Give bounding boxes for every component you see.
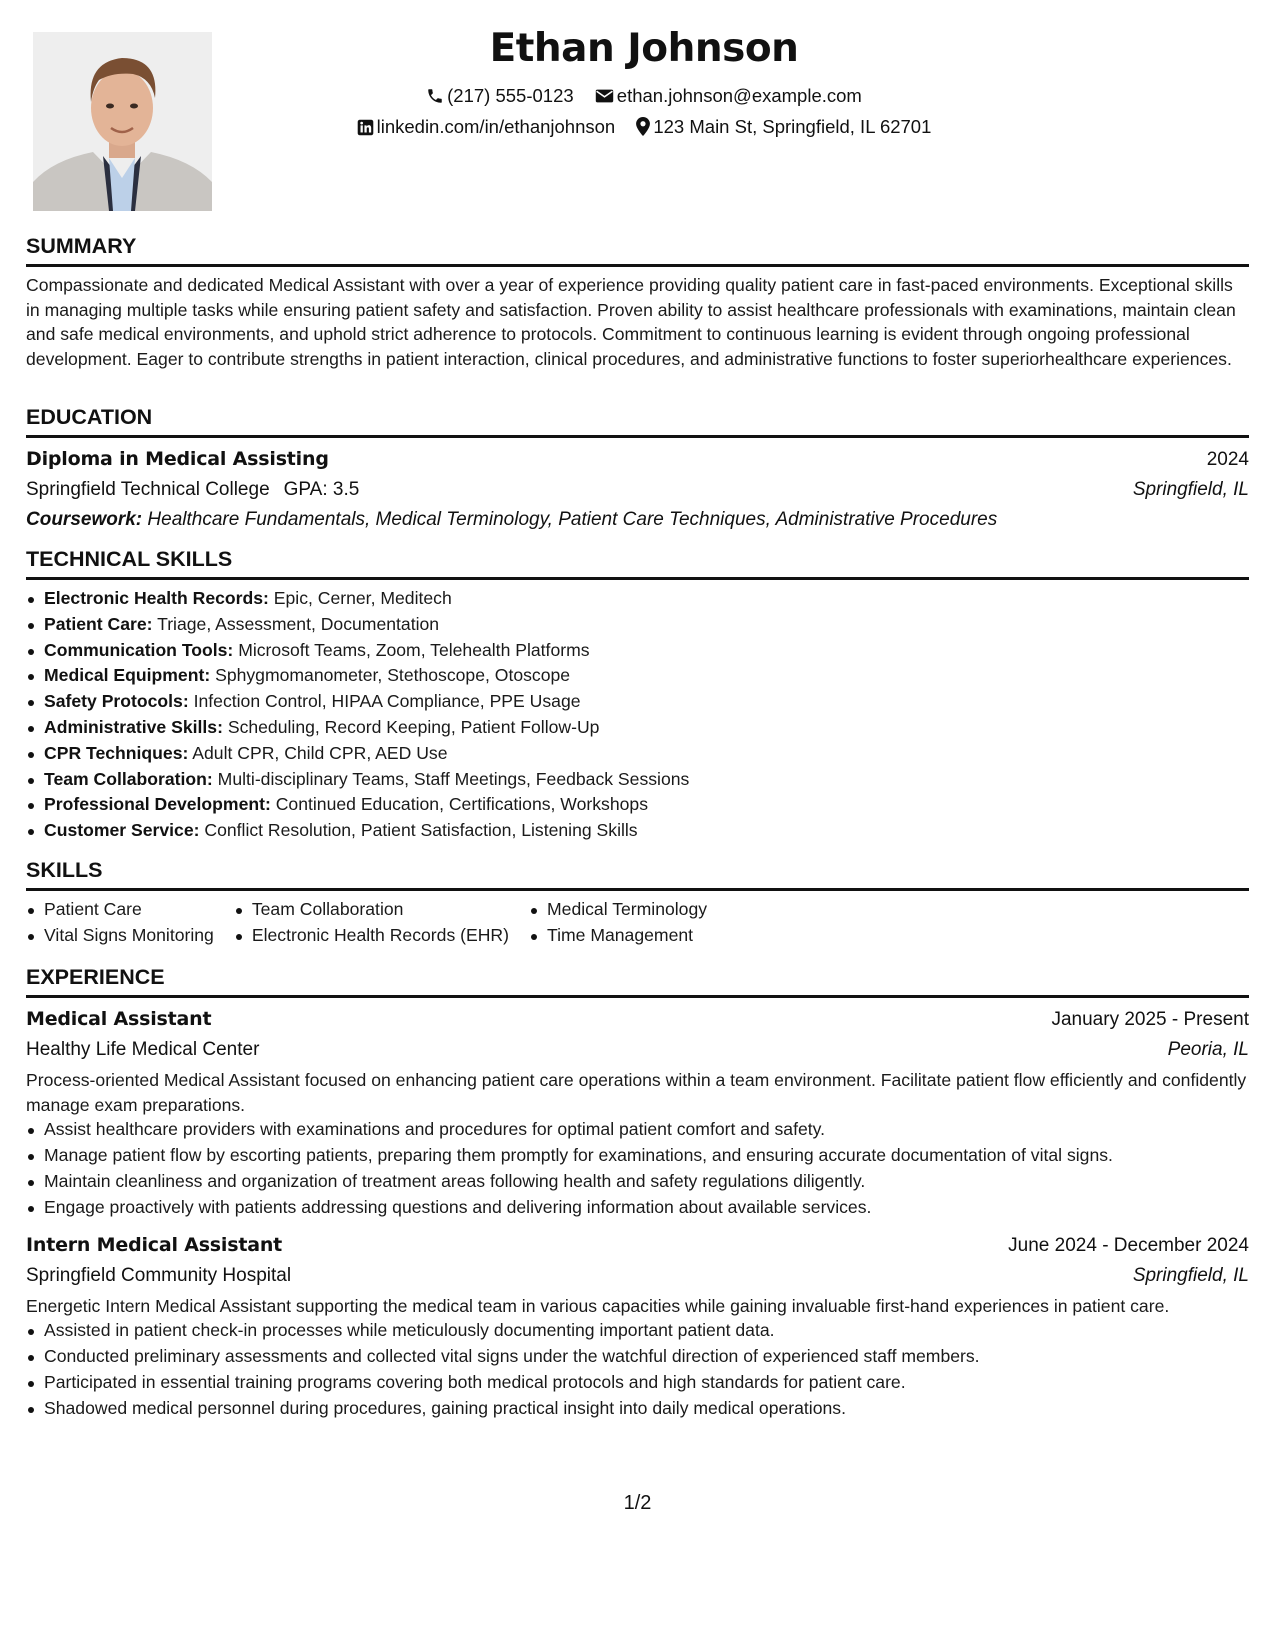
summary-heading: SUMMARY bbox=[26, 230, 1249, 267]
list-item: Assisted in patient check-in processes while meticulously documenting important patient data. bbox=[44, 1318, 1249, 1344]
technical-skills-list bbox=[26, 586, 1249, 844]
linkedin-icon bbox=[357, 119, 374, 136]
linkedin-link[interactable]: linkedin.com/in/ethanjohnson bbox=[376, 116, 616, 137]
education-degree-row bbox=[26, 444, 1249, 475]
list-item: Team Collaboration: Multi-disciplinary Teams, Staff Meetings, Feedback Sessions bbox=[44, 767, 1249, 793]
list-item: Electronic Health Records (EHR) bbox=[252, 923, 509, 949]
job-dates: January 2025 - Present bbox=[1051, 1009, 1249, 1030]
experience-heading: EXPERIENCE bbox=[26, 961, 1249, 998]
list-item: Maintain cleanliness and organization of treatment areas following health and safety regulations diligently. bbox=[44, 1169, 1249, 1195]
candidate-name: Ethan Johnson bbox=[489, 26, 799, 71]
envelope-icon bbox=[595, 87, 614, 105]
skills-heading: SKILLS bbox=[26, 854, 1249, 891]
list-item: Electronic Health Records: Epic, Cerner, Meditech bbox=[44, 586, 1249, 612]
email-link[interactable]: ethan.johnson@example.com bbox=[616, 85, 862, 106]
job-company: Healthy Life Medical Center bbox=[26, 1039, 260, 1060]
address-text: 123 Main St, Springfield, IL 62701 bbox=[653, 116, 932, 137]
coursework-line bbox=[26, 505, 1249, 535]
job-company-row bbox=[26, 1261, 1249, 1291]
coursework-list: Healthcare Fundamentals, Medical Terminology, Patient Care Techniques, Administrative Procedures bbox=[147, 509, 998, 530]
technical-skills-section bbox=[26, 543, 1249, 844]
job-summary: Process-oriented Medical Assistant focused on enhancing patient care operations within a team environment. Facilitate patient flow efficiently and confidently manage exam preparations. bbox=[26, 1070, 1247, 1115]
list-item: Team Collaboration bbox=[252, 897, 509, 923]
address-contact bbox=[636, 111, 931, 142]
skills-column-2 bbox=[234, 897, 509, 949]
job-title-row bbox=[26, 1004, 1249, 1035]
school-name: Springfield Technical College bbox=[26, 479, 270, 500]
list-item: Vital Signs Monitoring bbox=[44, 923, 214, 949]
job-entry-2 bbox=[26, 1230, 1249, 1422]
education-heading: EDUCATION bbox=[26, 401, 1249, 438]
list-item: Manage patient flow by escorting patients, preparing them promptly for examinations, and ensuring accurate documentation of vital signs. bbox=[44, 1143, 1249, 1169]
skills-grid bbox=[26, 897, 1249, 949]
list-item: Time Management bbox=[547, 923, 707, 949]
list-item: Safety Protocols: Infection Control, HIPAA Compliance, PPE Usage bbox=[44, 689, 1249, 715]
list-item: Engage proactively with patients addressing questions and delivering information about available services. bbox=[44, 1195, 1249, 1221]
job-bullets bbox=[26, 1318, 1249, 1421]
list-item: Assist healthcare providers with examinations and procedures for optimal patient comfort and safety. bbox=[44, 1117, 1249, 1143]
job-location: Springfield, IL bbox=[1132, 1264, 1249, 1286]
degree-name: Diploma in Medical Assisting bbox=[26, 448, 329, 470]
page-number: 1/2 bbox=[623, 1492, 652, 1514]
list-item: Conducted preliminary assessments and collected vital signs under the watchful direction of experienced staff members. bbox=[44, 1344, 1249, 1370]
list-item: CPR Techniques: Adult CPR, Child CPR, AED Use bbox=[44, 741, 1249, 767]
job-bullets bbox=[26, 1117, 1249, 1220]
phone-contact bbox=[426, 80, 574, 111]
job-location: Peoria, IL bbox=[1167, 1039, 1249, 1060]
school-location: Springfield, IL bbox=[1132, 479, 1249, 500]
list-item: Administrative Skills: Scheduling, Record Keeping, Patient Follow-Up bbox=[44, 715, 1249, 741]
list-item: Patient Care bbox=[44, 897, 214, 923]
graduation-year: 2024 bbox=[1206, 449, 1249, 470]
list-item: Shadowed medical personnel during procedures, gaining practical insight into daily medical operations. bbox=[44, 1396, 1249, 1422]
resume-header bbox=[212, 18, 1076, 142]
coursework-label: Coursework: bbox=[26, 509, 143, 530]
list-item: Patient Care: Triage, Assessment, Documentation bbox=[44, 612, 1249, 638]
technical-skills-heading: TECHNICAL SKILLS bbox=[26, 543, 1249, 580]
profile-photo bbox=[33, 32, 212, 211]
contact-row-2 bbox=[212, 111, 1076, 142]
education-school-row bbox=[26, 475, 1249, 505]
email-contact[interactable] bbox=[595, 80, 862, 111]
skills-column-1 bbox=[26, 897, 214, 949]
job-summary: Energetic Intern Medical Assistant supporting the medical team in various capacities while gaining invaluable first-hand experiences in patient care. bbox=[26, 1295, 1170, 1316]
linkedin-contact[interactable] bbox=[357, 111, 616, 142]
map-pin-icon bbox=[636, 117, 650, 136]
list-item: Professional Development: Continued Education, Certifications, Workshops bbox=[44, 792, 1249, 818]
job-role: Medical Assistant bbox=[26, 1008, 212, 1030]
job-dates: June 2024 - December 2024 bbox=[1008, 1234, 1249, 1256]
experience-section bbox=[26, 961, 1249, 1421]
job-company: Springfield Community Hospital bbox=[26, 1264, 292, 1286]
phone-icon bbox=[426, 87, 444, 105]
skills-section bbox=[26, 854, 1249, 949]
skills-column-3 bbox=[529, 897, 707, 949]
job-title-row bbox=[26, 1230, 1249, 1261]
gpa: GPA: 3.5 bbox=[283, 479, 360, 500]
phone-text: (217) 555-0123 bbox=[447, 85, 574, 106]
list-item: Medical Equipment: Sphygmomanometer, Stethoscope, Otoscope bbox=[44, 663, 1249, 689]
list-item: Communication Tools: Microsoft Teams, Zoom, Telehealth Platforms bbox=[44, 638, 1249, 664]
profile-photo-illustration bbox=[33, 32, 212, 211]
job-role: Intern Medical Assistant bbox=[26, 1233, 283, 1256]
summary-text: Compassionate and dedicated Medical Assistant with over a year of experience providing quality patient care in fast-paced environments. Exceptional skills in managing multiple tasks while ensuring patient safety and satisfaction. Proven ability to assist healthcare professionals with examinations, maintain clean and safe medical environments, and uphold strict adherence to protocols. Commitment to continuous learning is evident through ongoing professional development. Eager to contribute strengths in patient interaction, clinical procedures, and administrative functions to foster superiorhealthcare experiences. bbox=[26, 275, 1236, 370]
summary-section bbox=[26, 230, 1249, 372]
list-item: Customer Service: Conflict Resolution, Patient Satisfaction, Listening Skills bbox=[44, 818, 1249, 844]
education-section bbox=[26, 401, 1249, 535]
list-item: Medical Terminology bbox=[547, 897, 707, 923]
job-entry-1 bbox=[26, 1004, 1249, 1221]
list-item: Participated in essential training programs covering both medical protocols and high standards for patient care. bbox=[44, 1370, 1249, 1396]
contact-row-1 bbox=[212, 80, 1076, 111]
job-company-row bbox=[26, 1035, 1249, 1065]
